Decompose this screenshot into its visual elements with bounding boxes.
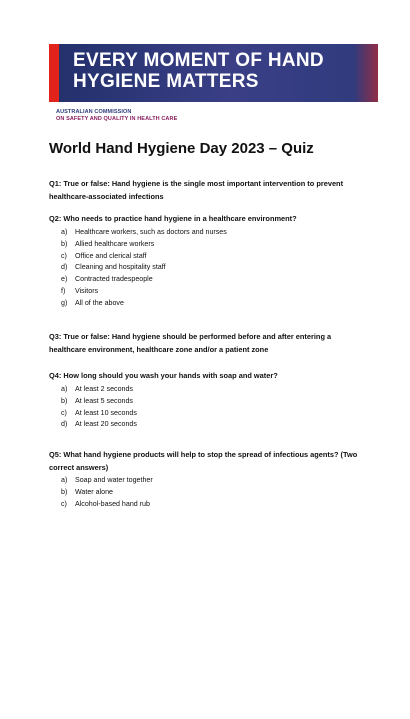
list-item: [49, 499, 153, 511]
banner-line-2: HYGIENE MATTERS: [73, 71, 259, 92]
list-item: [49, 396, 137, 408]
option-letter: g): [61, 298, 68, 307]
option-label: At least 2 seconds: [75, 385, 133, 393]
list-item: [49, 274, 227, 286]
list-item: [49, 475, 153, 487]
logo-line-2: ON SAFETY AND QUALITY IN HEALTH CARE: [56, 116, 178, 122]
list-item: [49, 408, 137, 420]
question-4: Q4: How long should you wash your hands with soap and water?: [49, 371, 278, 380]
list-item: [49, 384, 137, 396]
question-2: Q2: Who needs to practice hand hygiene in a healthcare environment?: [49, 214, 297, 223]
option-label: Healthcare workers, such as doctors and nurses: [75, 228, 227, 236]
list-item: [49, 251, 227, 263]
option-letter: c): [61, 251, 67, 260]
option-letter: d): [61, 263, 68, 272]
option-label: Allied healthcare workers: [75, 239, 155, 248]
logo-line-1: AUSTRALIAN COMMISSION: [56, 109, 132, 115]
campaign-banner: [49, 44, 378, 102]
option-letter: a): [61, 476, 68, 484]
question-5-options: [49, 475, 153, 510]
list-item: [49, 298, 227, 310]
option-label: All of the above: [75, 298, 124, 307]
commission-logo: [56, 109, 177, 123]
option-letter: d): [61, 420, 68, 429]
option-letter: b): [61, 239, 68, 248]
question-1: Q1: True or false: Hand hygiene is the single most important intervention to prevent healthcare-associated infections: [49, 179, 344, 201]
option-letter: a): [61, 385, 68, 393]
question-3: Q3: True or false: Hand hygiene should be performed before and after entering a healthcare environment, healthcare zone and/or a patient zone: [49, 332, 332, 354]
question-4-options: [49, 384, 137, 431]
option-label: Visitors: [75, 286, 99, 295]
list-item: [49, 239, 227, 251]
option-label: Water alone: [75, 487, 113, 496]
page-title: World Hand Hygiene Day 2023 – Quiz: [49, 140, 314, 157]
option-label: Alcohol-based hand rub: [75, 499, 150, 508]
option-label: At least 5 seconds: [75, 396, 133, 405]
option-label: At least 10 seconds: [75, 408, 137, 417]
list-item: [49, 227, 227, 239]
option-label: Office and clerical staff: [75, 251, 147, 260]
option-letter: e): [61, 275, 68, 284]
option-label: At least 20 seconds: [75, 420, 137, 429]
option-letter: c): [61, 408, 67, 417]
list-item: [49, 419, 137, 431]
option-letter: f): [61, 286, 66, 295]
question-2-options: [49, 227, 227, 310]
option-label: Contracted tradespeople: [75, 275, 153, 284]
option-letter: b): [61, 396, 68, 405]
option-label: Cleaning and hospitality staff: [75, 263, 166, 272]
list-item: [49, 286, 227, 298]
list-item: [49, 262, 227, 274]
option-letter: c): [61, 499, 67, 508]
question-5: Q5: What hand hygiene products will help to stop the spread of infectious agents? (Two correct answers): [49, 450, 358, 472]
list-item: [49, 487, 153, 499]
option-letter: b): [61, 487, 68, 496]
option-letter: a): [61, 228, 68, 236]
banner-red-stripe: [49, 44, 59, 102]
banner-line-1: EVERY MOMENT OF HAND: [73, 50, 324, 71]
option-label: Soap and water together: [75, 476, 153, 484]
banner-accent: [354, 44, 378, 102]
